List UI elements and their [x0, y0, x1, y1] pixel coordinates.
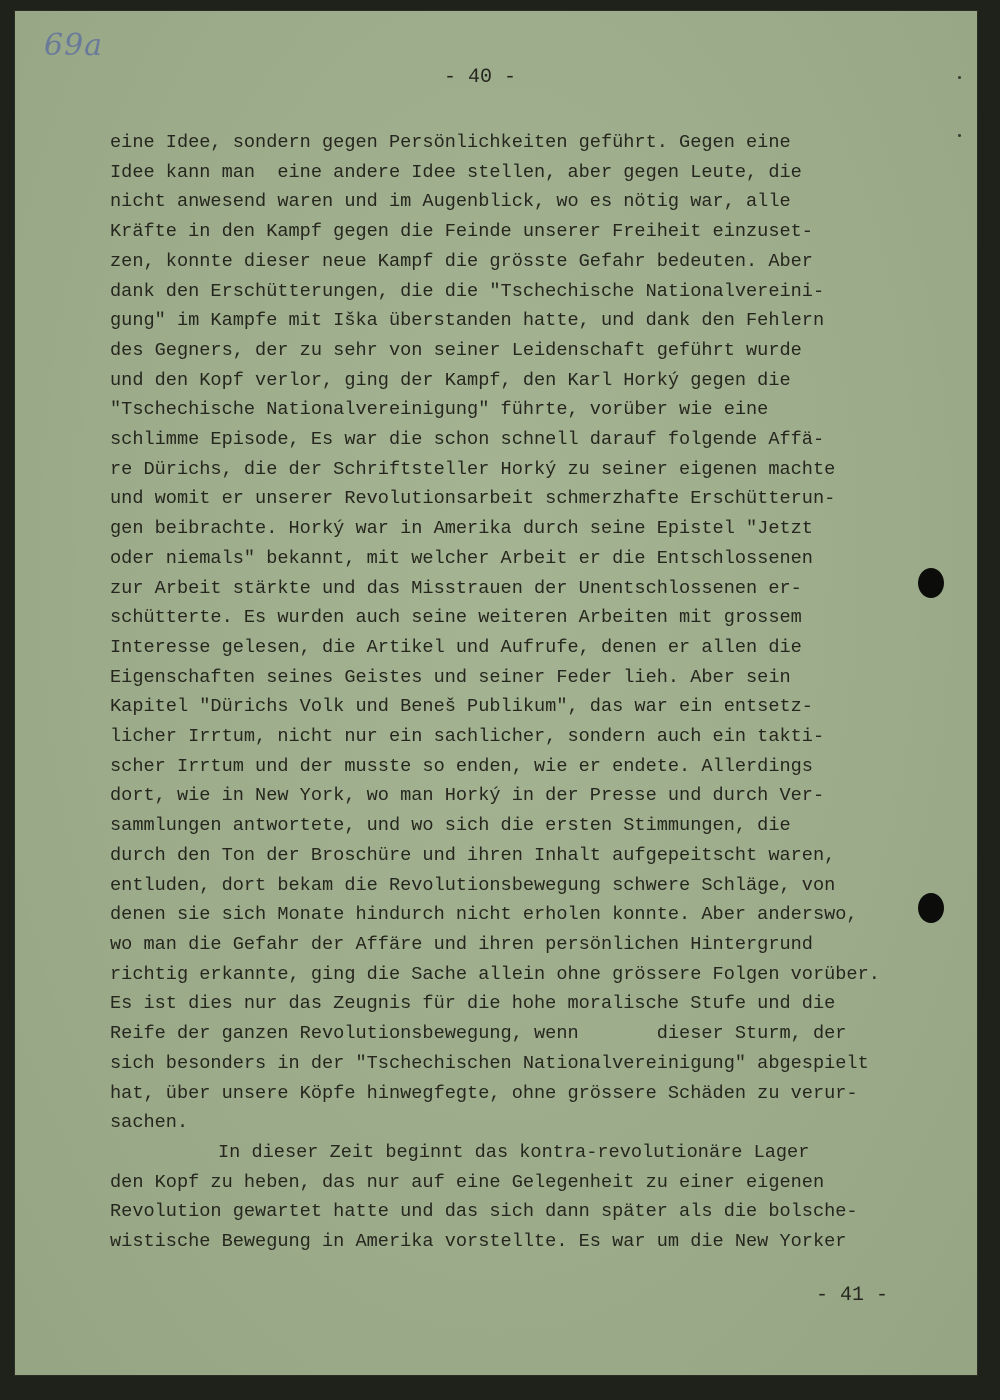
text-line: und den Kopf verlor, ging der Kampf, den Karl Horký gegen die — [110, 369, 791, 391]
text-line: dank den Erschütterungen, die die "Tschechische Nationalvereini- — [110, 280, 825, 302]
text-line: zur Arbeit stärkte und das Misstrauen der Unentschlossenen er- — [110, 577, 802, 599]
text-line: des Gegners, der zu sehr von seiner Leidenschaft geführt wurde — [110, 339, 802, 361]
text-line: entluden, dort bekam die Revolutionsbewegung schwere Schläge, von — [110, 874, 836, 896]
text-line: re Dürichs, die der Schriftsteller Horký zu seiner eigenen machte — [110, 458, 836, 480]
margin-mark — [958, 134, 961, 137]
text-line: sachen. — [110, 1112, 189, 1134]
text-line: gung" im Kampfe mit Iška überstanden hatte, und dank den Fehlern — [110, 310, 825, 332]
text-line: eine Idee, sondern gegen Persönlichkeiten geführt. Gegen eine — [110, 132, 791, 153]
text-line: schlimme Episode, Es war die schon schnell darauf folgende Affä- — [110, 429, 825, 451]
text-line: nicht anwesend waren und im Augenblick, wo es nötig war, alle — [110, 191, 791, 213]
text-line: Revolution gewartet hatte und das sich dann später als die bolsche- — [110, 1201, 858, 1223]
text-line: licher Irrtum, nicht nur ein sachlicher, sondern auch ein takti- — [110, 726, 825, 748]
text-line: Interesse gelesen, die Artikel und Aufrufe, denen er allen die — [110, 636, 802, 658]
text-line: denen sie sich Monate hindurch nicht erholen konnte. Aber anderswo, — [110, 904, 858, 926]
text-line: sammlungen antwortete, und wo sich die ersten Stimmungen, die — [110, 815, 791, 837]
page-number: - 40 - — [444, 66, 517, 89]
text-line: wistische Bewegung in Amerika vorstellte. Es war um die New Yorker — [110, 1231, 847, 1253]
text-line: schütterte. Es wurden auch seine weiteren Arbeiten mit grossem — [110, 607, 802, 629]
text-line: Es ist dies nur das Zeugnis für die hohe moralische Stufe und die — [110, 993, 836, 1015]
text-line: durch den Ton der Broschüre und ihren Inhalt aufgepeitscht waren, — [110, 844, 836, 866]
text-line: richtig erkannte, ging die Sache allein ohne grössere Folgen vorüber. — [110, 963, 880, 985]
text-line: Kräfte in den Kampf gegen die Feinde unserer Freiheit einzuset- — [110, 221, 813, 243]
text-line: hat, über unsere Köpfe hinwegfegte, ohne grössere Schäden zu verur- — [110, 1082, 858, 1104]
text-line: den Kopf zu heben, das nur auf eine Gelegenheit zu einer eigenen — [110, 1171, 825, 1193]
text-line: scher Irrtum und der musste so enden, wie er endete. Allerdings — [110, 755, 813, 777]
text-line: wo man die Gefahr der Affäre und ihren persönlichen Hintergrund — [110, 933, 813, 955]
next-page-number: - 41 - — [816, 1284, 889, 1307]
text-line: gen beibrachte. Horký war in Amerika durch seine Epistel "Jetzt — [110, 518, 813, 540]
body-text — [110, 128, 950, 1257]
margin-mark — [958, 76, 961, 79]
paragraph-start-line: In dieser Zeit beginnt das kontra-revolutionäre Lager — [218, 1141, 810, 1163]
punch-hole — [918, 568, 944, 598]
handwritten-page-note: 69a — [44, 28, 104, 63]
text-line: Idee kann man eine andere Idee stellen, aber gegen Leute, die — [110, 161, 802, 183]
text-line: Eigenschaften seines Geistes und seiner Feder lieh. Aber sein — [110, 666, 791, 688]
text-line: Kapitel "Dürichs Volk und Beneš Publikum", das war ein entsetz- — [110, 696, 813, 718]
text-line: und womit er unserer Revolutionsarbeit schmerzhafte Erschütterun- — [110, 488, 836, 510]
text-line: oder niemals" bekannt, mit welcher Arbeit er die Entschlossenen — [110, 547, 813, 569]
document-page — [14, 10, 978, 1376]
text-line: "Tschechische Nationalvereinigung" führte, vorüber wie eine — [110, 399, 769, 421]
text-line: zen, konnte dieser neue Kampf die grösste Gefahr bedeuten. Aber — [110, 250, 813, 272]
text-line: sich besonders in der "Tschechischen Nationalvereinigung" abgespielt — [110, 1052, 869, 1074]
punch-hole — [918, 893, 944, 923]
text-line: dort, wie in New York, wo man Horký in der Presse und durch Ver- — [110, 785, 825, 807]
text-line: Reife der ganzen Revolutionsbewegung, wenn dieser Sturm, der — [110, 1023, 847, 1045]
